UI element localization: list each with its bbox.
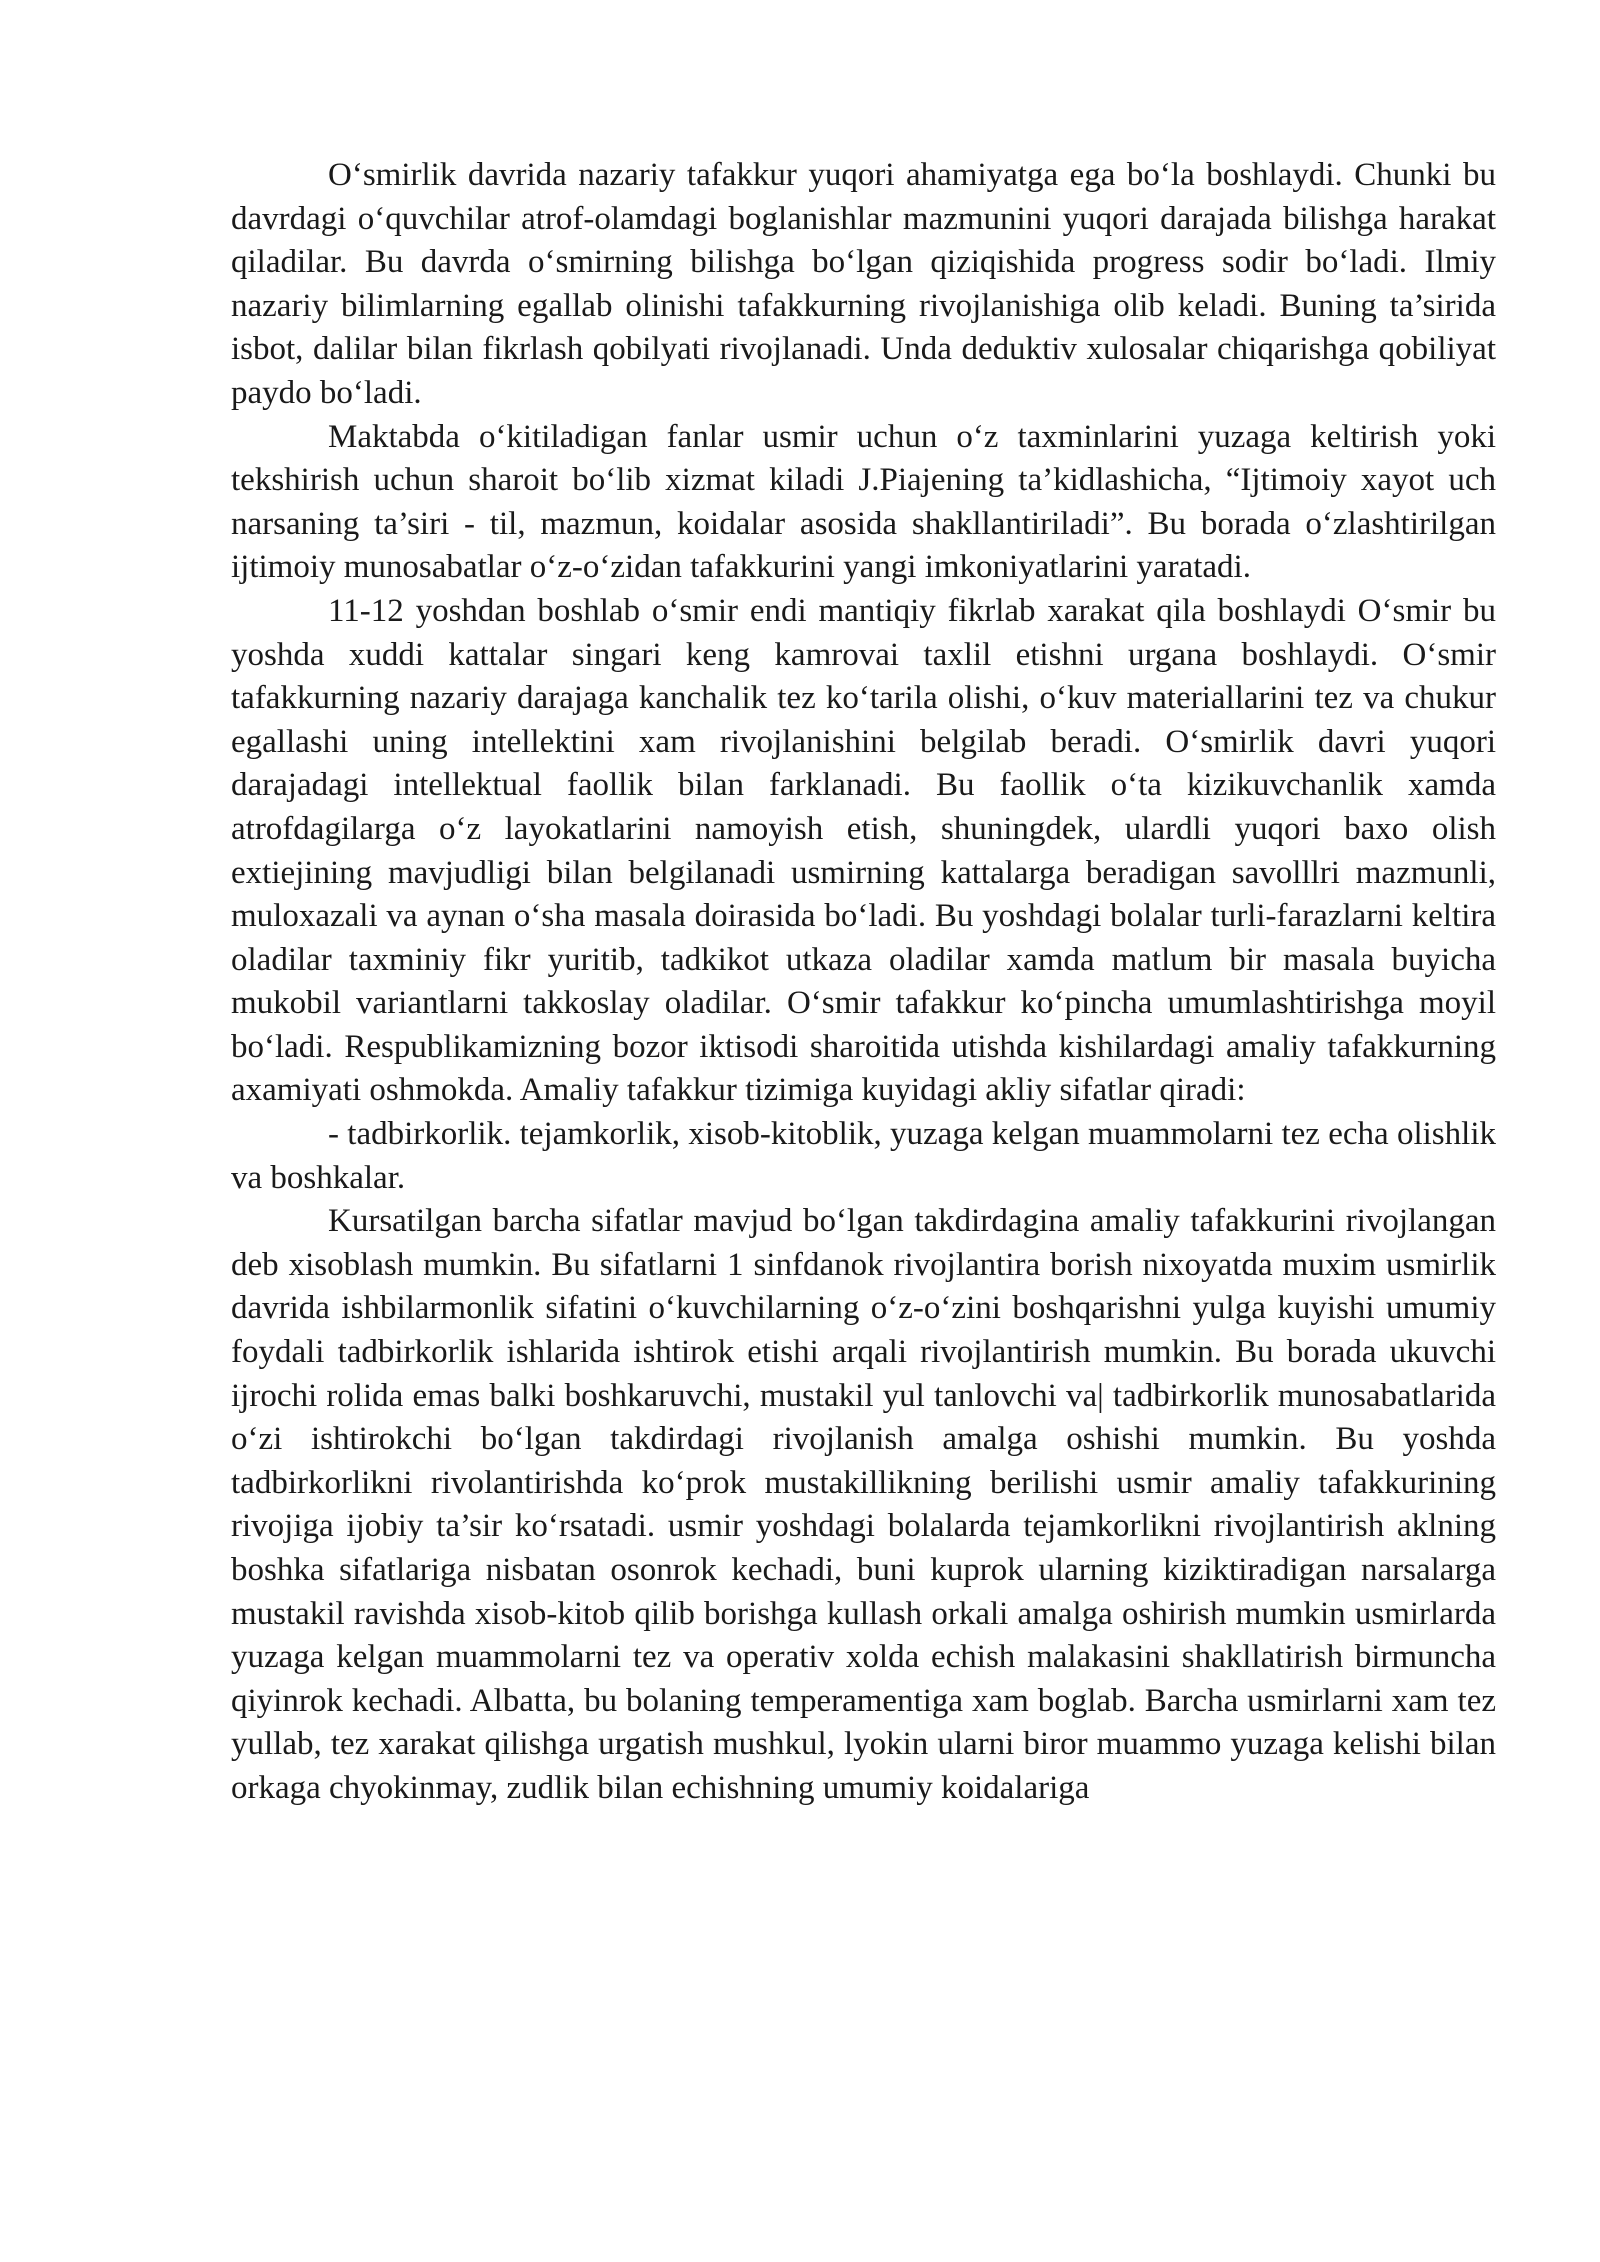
paragraph-3: 11-12 yoshdan boshlab o‘smir endi mantiqiy fikrlab xarakat qila boshlaydi O‘smir bu yoshda xuddi kattalar singari keng kamrovai taxlil etishni urgana boshlaydi. O‘smir tafakkurning nazariy darajaga kanchalik tez ko‘tarila olishi, o‘kuv materiallarini tez va chukur egallashi uning intellektini xam rivojlanishini belgilab beradi. O‘smirlik davri yuqori darajadagi intellektual faollik bilan farklanadi. Bu faollik o‘ta kizikuvchanlik xamda atrofdagilarga o‘z layokatlarini namoyish etish, shuningdek, ulardli yuqori baxo olish extiejining mavjudligi bilan belgilanadi usmirning kattalarga beradigan savolllri mazmunli, muloxazali va aynan o‘sha masala doirasida bo‘ladi. Bu yoshdagi bolalar turli-farazlarni keltira oladilar taxminiy fikr yuritib, tadkikot utkaza oladilar xamda matlum bir masala buyicha mukobil variantlarni takkoslay oladilar. O‘smir tafakkur ko‘pincha umumlashtirishga moyil bo‘ladi. Respublikamizning bozor iktisodi sharoitida utishda kishilardagi amaliy tafakkurning axamiyati oshmokda. Amaliy tafakkur tizimiga kuyidagi akliy sifatlar qiradi: [231, 592, 1496, 1109]
paragraph-5: Kursatilgan barcha sifatlar mavjud bo‘lgan takdirdagina amaliy tafakkurini rivojlangan deb xisoblash mumkin. Bu sifatlarni 1 sinfdanok rivojlantira borish nixoyatda muxim usmirlik davrida ishbilarmonlik sifatini o‘kuvchilarning o‘z-o‘zini boshqarishni yulga kuyishi umumiy foydali tadbirkorlik ishlarida ishtirok etishi arqali rivojlantirish mumkin. Bu borada ukuvchi ijrochi rolida emas balki boshkaruvchi, mustakil yul tanlovchi va| tadbirkorlik munosabatlarida o‘zi ishtirokchi bo‘lgan takdirdagi rivojlanish amalga oshishi mumkin. Bu yoshda tadbirkorlikni rivolantirishda ko‘prok mustakillikning berilishi usmir amaliy tafakkurining rivojiga ijobiy ta’sir ko‘rsatadi. usmir yoshdagi bolalarda tejamkorlikni rivojlantirish aklning boshka sifatlariga nisbatan osonrok kechadi, buni kuprok ularning kiziktiradigan narsalarga mustakil ravishda xisob-kitob qilib borishga kullash orkali amalga oshirish mumkin usmirlarda yuzaga kelgan muammolarni tez va operativ xolda echish malakasini shakllatirish birmuncha qiyinrok kechadi. Albatta, bu bolaning temperamentiga xam boglab. Barcha usmirlarni xam tez yullab, tez xarakat qilishga urgatish mushkul, lyokin ularni biror muammo yuzaga kelishi bilan orkaga chyokinmay, zudlik bilan echishning umumiy koidalariga [231, 1203, 1496, 1806]
document-body [231, 154, 1496, 1811]
paragraph-2: Maktabda o‘kitiladigan fanlar usmir uchun o‘z taxminlarini yuzaga keltirish yoki tekshirish uchun sharoit bo‘lib xizmat kiladi J.Piajening ta’kidlashicha, “Ijtimoiy xayot uch narsaning ta’siri - til, mazmun, koidalar asosida shakllantiriladi”. Bu borada o‘zlashtirilgan ijtimoiy munosabatlar o‘z-o‘zidan tafakkurini yangi imkoniyatlarini yaratadi. [231, 418, 1496, 586]
paragraph-1: O‘smirlik davrida nazariy tafakkur yuqori ahamiyatga ega bo‘la boshlaydi. Chunki bu davrdagi o‘quvchilar atrof-olamdagi boglanishlar mazmunini yuqori darajada bilishga harakat qiladilar. Bu davrda o‘smirning bilishga bo‘lgan qiziqishida progress sodir bo‘ladi. Ilmiy nazariy bilimlarning egallab olinishi tafakkurning rivojlanishiga olib keladi. Buning ta’sirida isbot, dalilar bilan fikrlash qobilyati rivojlanadi. Unda deduktiv xulosalar chiqarishga qobiliyat paydo bo‘ladi. [231, 157, 1496, 411]
paragraph-4-list-item: - tadbirkorlik. tejamkorlik, xisob-kitoblik, yuzaga kelgan muammolarni tez echa olishlik va boshkalar. [231, 1116, 1496, 1196]
